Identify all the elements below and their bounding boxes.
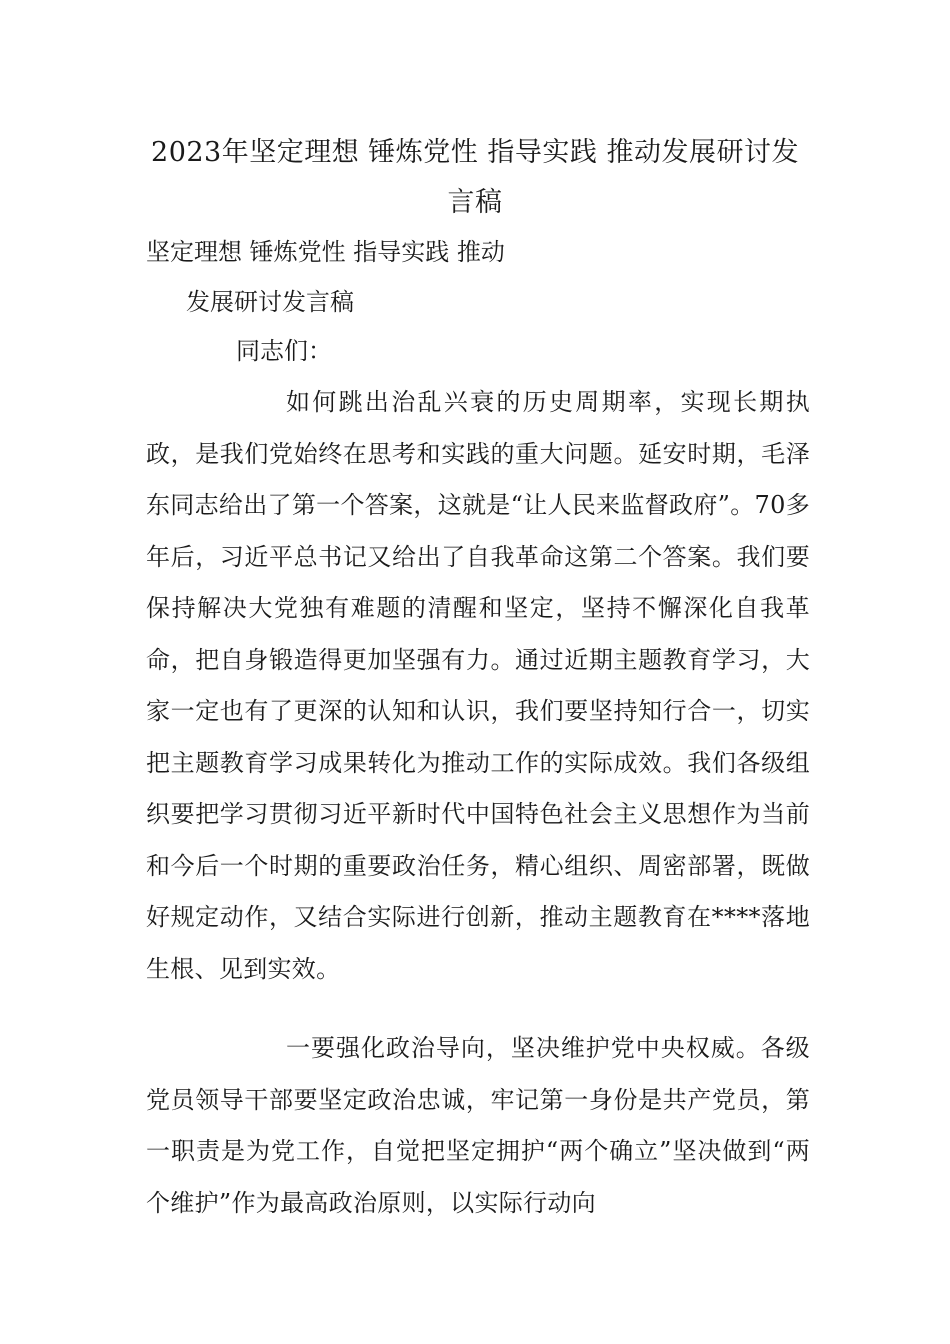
document-title: 2023年坚定理想 锤炼党性 指导实践 推动发展研讨发言稿 (151, 137, 799, 218)
salutation: 同志们： (236, 337, 332, 365)
subtitle-line-2: 发展研讨发言稿 (186, 288, 354, 316)
subtitle-line-1: 坚定理想 锤炼党性 指导实践 推动 (146, 238, 505, 266)
body-paragraph: 如何跳出治乱兴衰的历史周期率，实现长期执政，是我们党始终在思考和实践的重大问题。延安时期，毛泽东同志给出了第一个答案，这就是“让人民来监督政府”。70多年后，习近平总书记又给出了自我革命这第二个答案。我们要保持解决大党独有难题的清醒和坚定，坚持不懈深化自我革命，把自身锻造得更加坚强有力。通过近期主题教育学习，大家一定也有了更深的认知和认识，我们要坚持知行合一，切实把主题教育学习成果转化为推动工作的实际成效。我们各级组织要把学习贯彻习近平新时代中国特色社会主义思想作为当前和今后一个时期的重要政治任务，精心组织、周密部署，既做好规定动作，又结合实际进行创新，推动主题教育在****落地生根、见到实效。 (146, 388, 810, 983)
body-paragraph: 一要强化政治导向，坚决维护党中央权威。各级党员领导干部要坚定政治忠诚，牢记第一身份是共产党员，第一职责是为党工作，自觉把坚定拥护“两个确立”坚决做到“两个维护”作为最高政治原则，以实际行动向 (146, 1034, 810, 1217)
